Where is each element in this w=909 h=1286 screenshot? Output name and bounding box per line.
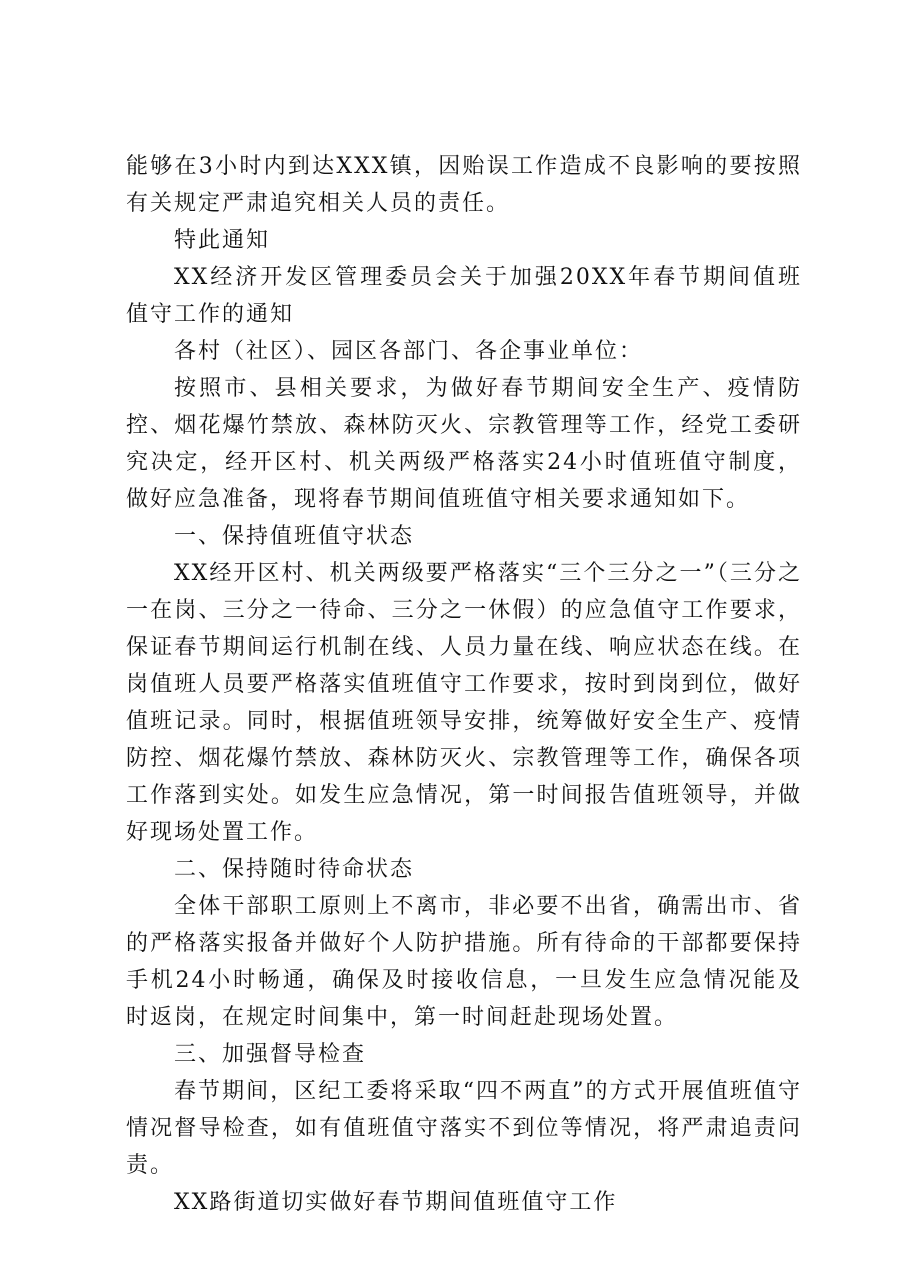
document-body (126, 148, 802, 1221)
continuation-paragraph: 能够在3小时内到达XXX镇，因贻误工作造成不良影响的要按照有关规定严肃追究相关人员的责任。 (126, 154, 802, 216)
section-3-paragraph: 春节期间，区纪工委将采取“四不两直”的方式开展值班值守情况督导检查，如有值班值守落实不到位等情况，将严肃追责问责。 (126, 1079, 802, 1178)
section-1-paragraph: XX经开区村、机关两级要严格落实“三个三分之一”（三分之一在岗、三分之一待命、三分之一休假）的应急值守工作要求，保证春节期间运行机制在线、人员力量在线、响应状态在线。在岗值班人员要严格落实值班值守工作要求，按时到岗到位，做好值班记录。同时，根据值班领导安排，统筹做好安全生产、疫情防控、烟花爆竹禁放、森林防灭火、宗教管理等工作，确保各项工作落到实处。如发生应急情况，第一时间报告值班领导，并做好现场处置工作。 (126, 561, 802, 845)
section-heading-1: 一、保持值班值守状态 (174, 524, 415, 549)
section-2-paragraph: 全体干部职工原则上不离市，非必要不出省，确需出市、省的严格落实报备并做好个人防护措施。所有待命的干部都要保持手机24小时畅通，确保及时接收信息，一旦发生应急情况能及时返岗，在规定时间集中，第一时间赶赴现场处置。 (126, 894, 802, 1030)
closing-phrase: 特此通知 (174, 228, 271, 253)
intro-paragraph: 按照市、县相关要求，为做好春节期间安全生产、疫情防控、烟花爆竹禁放、森林防灭火、宗教管理等工作，经党工委研究决定，经开区村、机关两级严格落实24小时值班值守制度，做好应急准备，现将春节期间值班值守相关要求通知如下。 (126, 376, 802, 512)
notice-title: XX经济开发区管理委员会关于加强20XX年春节期间值班值守工作的通知 (126, 265, 802, 327)
recipients-line: 各村（社区）、园区各部门、各企事业单位： (174, 339, 644, 364)
next-title: XX路街道切实做好春节期间值班值守工作 (174, 1190, 618, 1215)
section-heading-3: 三、加强督导检查 (174, 1042, 367, 1067)
section-heading-2: 二、保持随时待命状态 (174, 857, 415, 882)
